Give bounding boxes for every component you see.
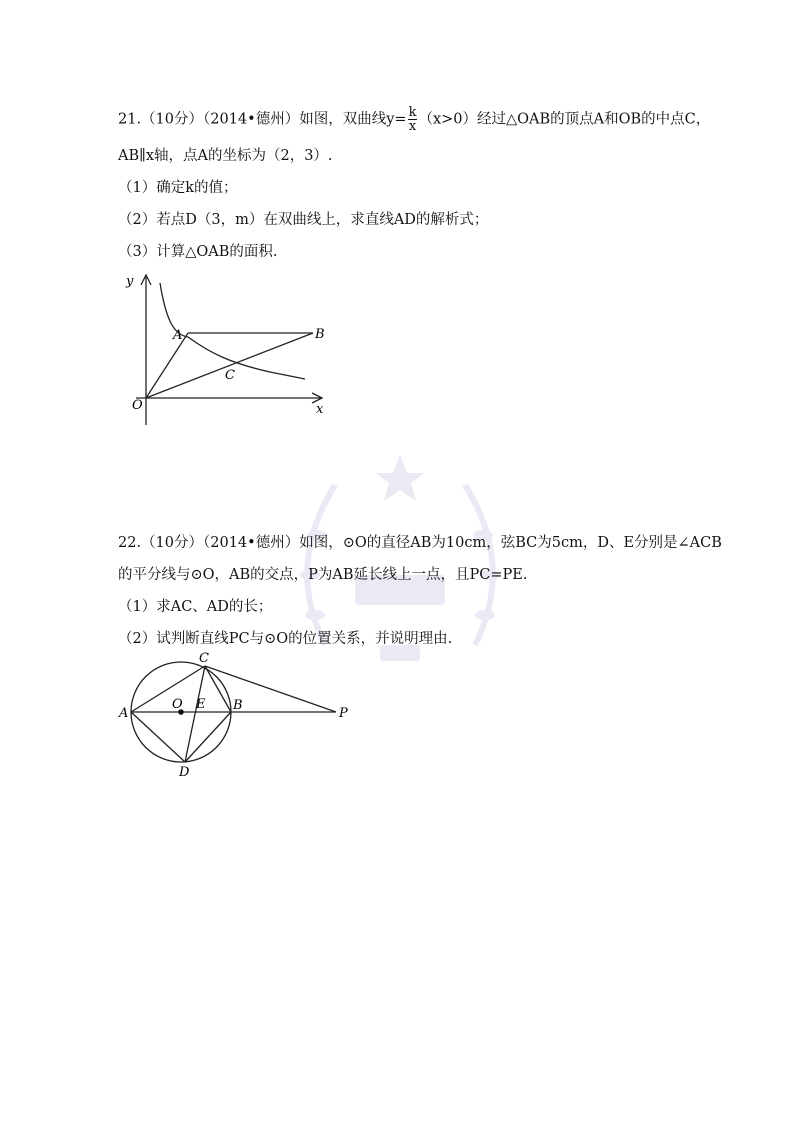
q21-part2: （2）若点D（3，m）在双曲线上，求直线AD的解析式； [118,212,489,228]
q21-figure [110,265,340,430]
q22-stem-line1: 22.（10分）（2014•德州）如图，⊙O的直径AB为10cm，弦BC为5cm，D、E分别是∠ACB [118,535,722,551]
q21-part1: （1）确定k的值； [118,180,238,196]
q22-point-C: C [199,651,209,666]
q21-fraction: $\frac{k}{x}$ [408,105,417,134]
q21-point-A: A [173,328,183,343]
q21-point-B: B [315,327,325,342]
q21-y-label: y [126,274,134,289]
q22-point-A: A [119,706,129,721]
q22-point-O: O [172,697,183,712]
q21-point-O: O [132,398,143,413]
q21-stem-line2: AB∥x轴，点A的坐标为（2，3）. [118,148,333,164]
q22-point-P: P [339,706,348,721]
q22-point-E: E [196,697,206,712]
q22-point-B: B [233,698,243,713]
q22-figure [110,650,360,780]
q22-stem-line2: 的平分线与⊙O，AB的交点，P为AB延长线上一点，且PC=PE. [118,567,528,583]
q21-point-C: C [225,368,235,383]
q21-part3: （3）计算△OAB的面积. [118,244,278,260]
q22-point-D: D [179,765,190,780]
q21-x-label: x [316,402,324,417]
q22-part1: （1）求AC、AD的长； [118,599,273,615]
q22-part2: （2）试判断直线PC与⊙O的位置关系，并说明理由. [118,631,453,647]
q21-stem-line1: 21.（10分）（2014•德州）如图，双曲线y= $\frac{k}{x}$ （x>0）经过△OAB的顶点A和OB的中点C， [118,105,711,134]
